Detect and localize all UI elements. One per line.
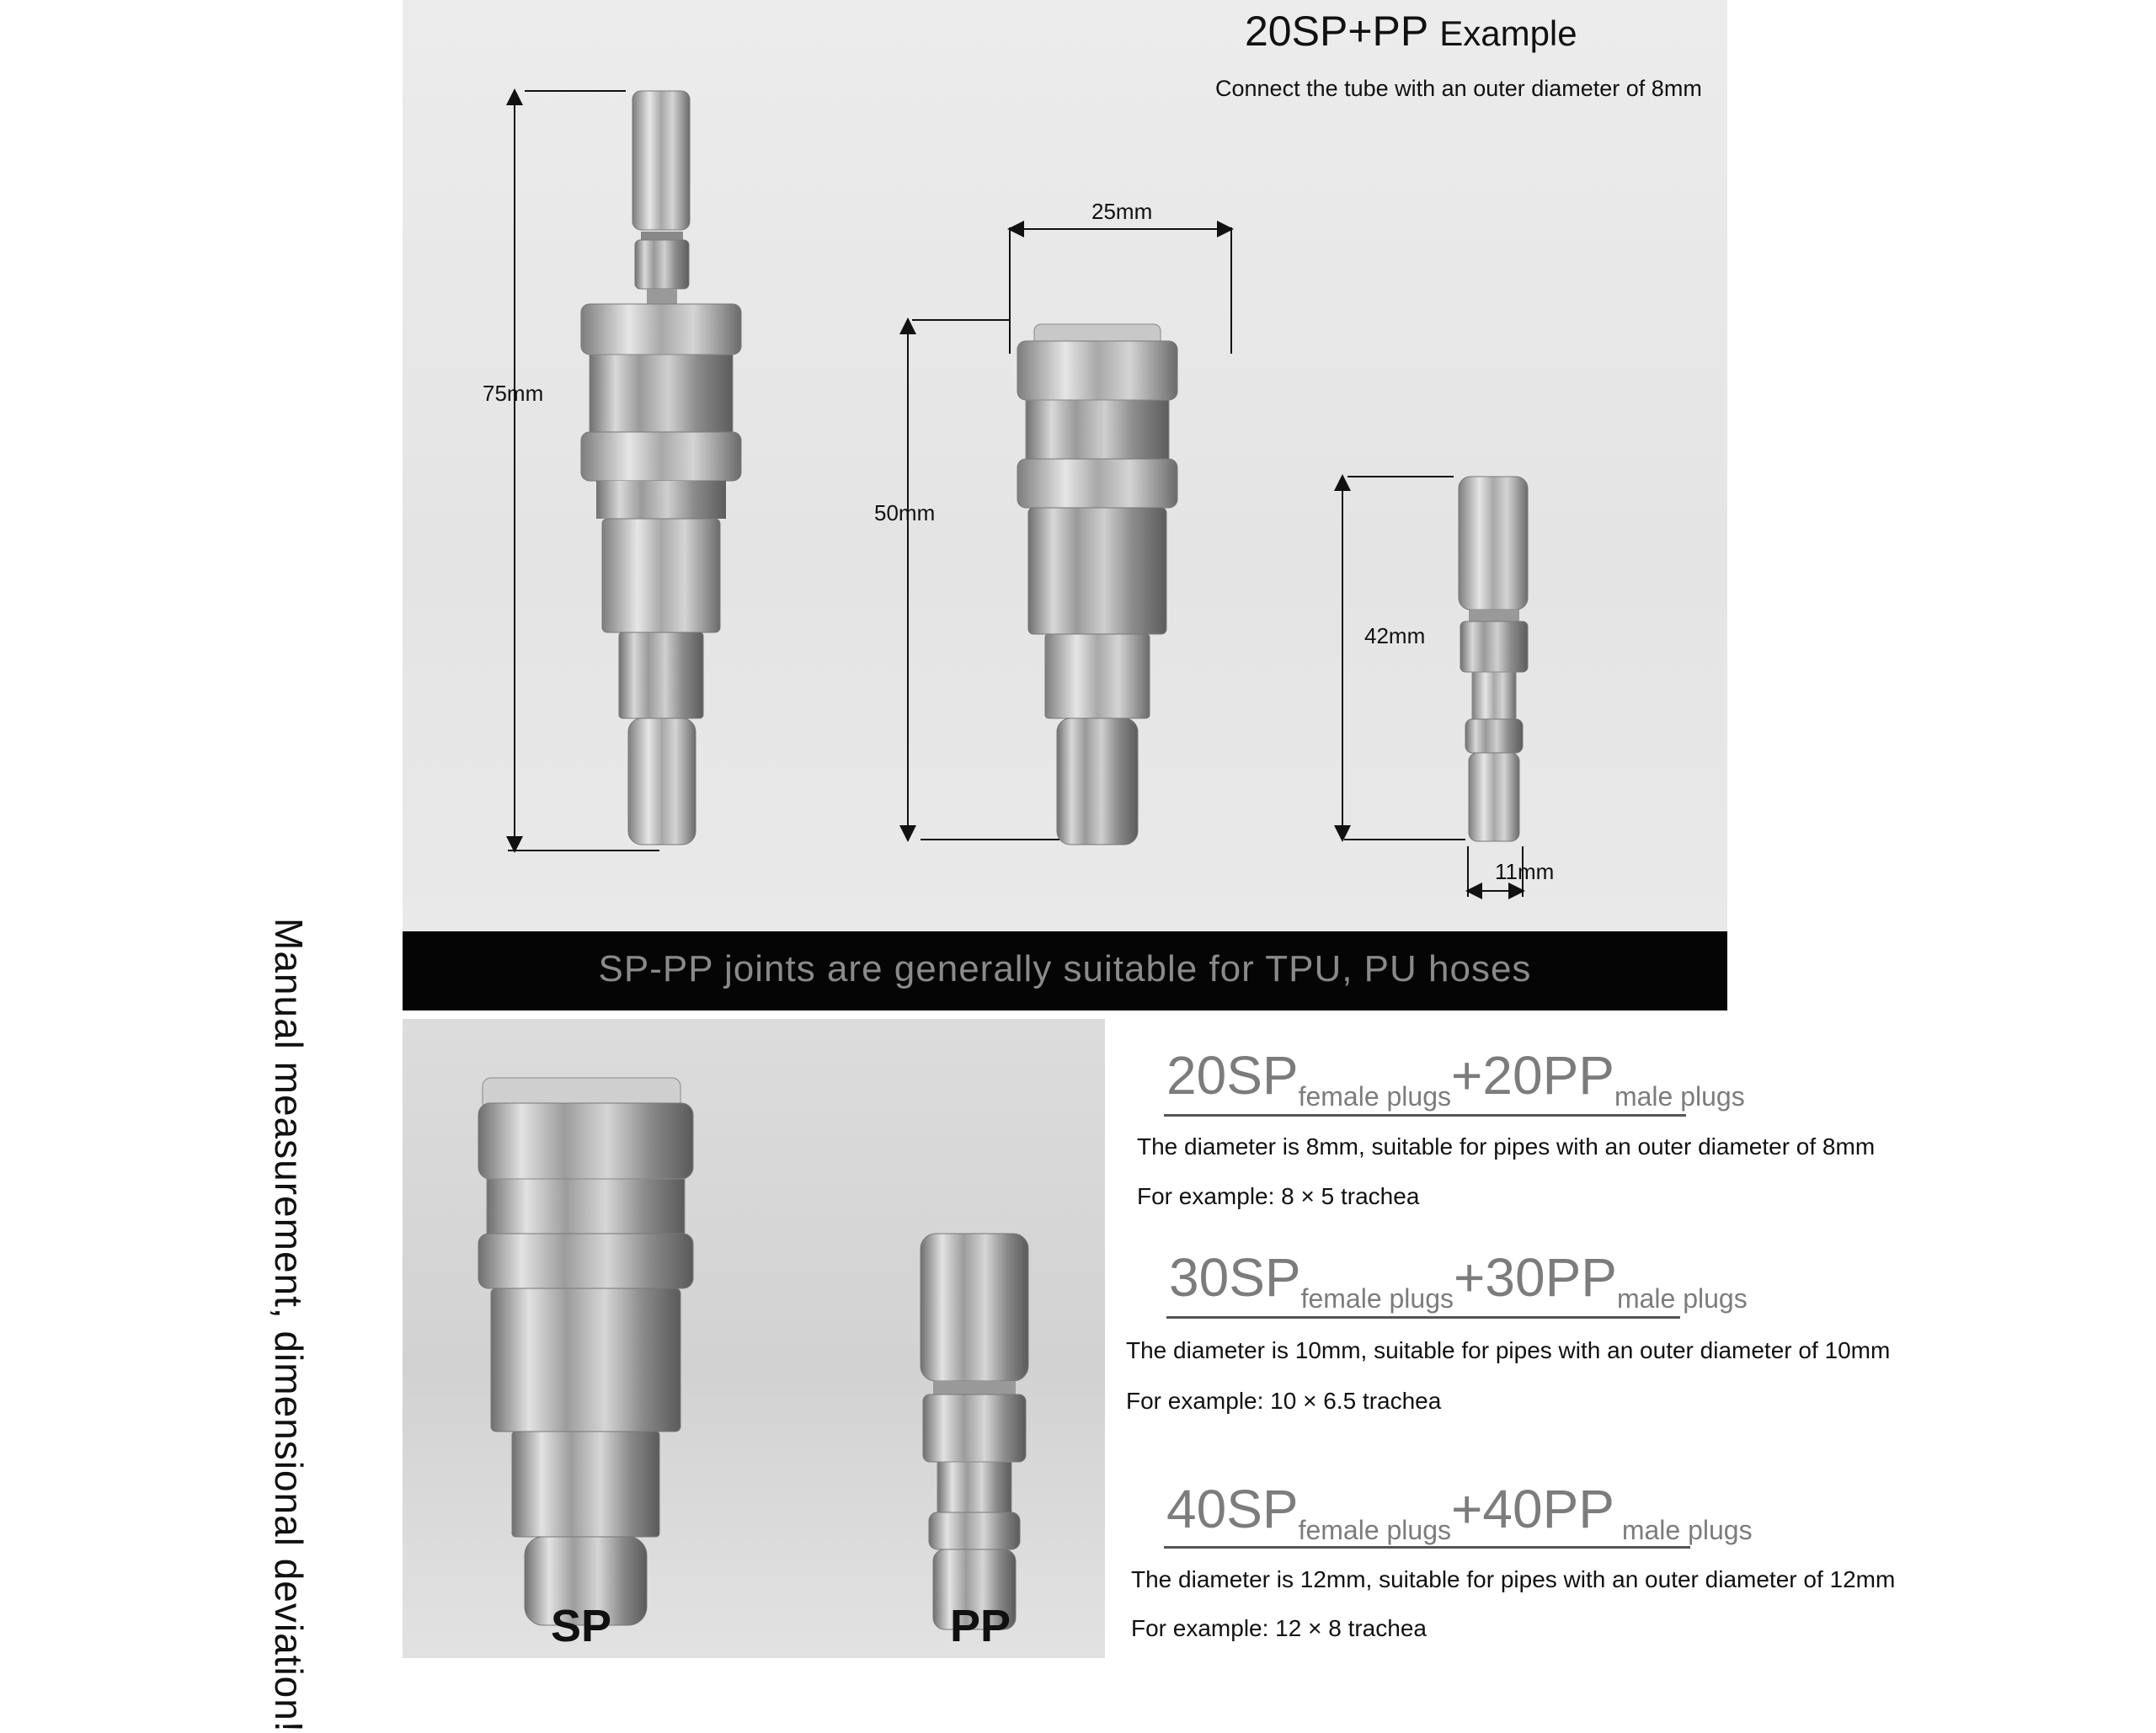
top-fittings-illustration [403, 0, 1727, 931]
spec-40-heading [1166, 1478, 1753, 1545]
spec-20-sp-sub: female plugs [1298, 1081, 1451, 1112]
label-sp: SP [551, 1601, 612, 1651]
bottom-pp-plug [921, 1234, 1028, 1629]
banner [403, 931, 1727, 1010]
sp-socket [1017, 324, 1177, 845]
dimension-42mm: 42mm [1364, 623, 1426, 648]
spec-30-sp-model: 30SP [1169, 1247, 1301, 1308]
spec-30-pp-model: +30PP [1454, 1247, 1617, 1308]
spec-40-sp-sub: female plugs [1298, 1515, 1451, 1545]
banner-text: SP-PP joints are generally suitable for TPU, PU hoses [598, 948, 1532, 989]
assembled-fitting [581, 91, 741, 845]
spec-20-line2: For example: 8 × 5 trachea [1137, 1183, 1420, 1209]
spec-30-pp-sub: male plugs [1616, 1283, 1748, 1314]
dimension-11mm: 11mm [1495, 859, 1555, 884]
spec-20-rule [1164, 1114, 1686, 1117]
spec-40-pp-model: +40PP [1451, 1479, 1614, 1539]
dimension-75mm: 75mm [483, 381, 544, 406]
spec-40-sp-model: 40SP [1166, 1479, 1299, 1539]
spec-40-rule [1164, 1546, 1690, 1549]
top-subtitle: Connect the tube with an outer diameter of 8mm [1215, 76, 1702, 101]
spec-30-heading [1169, 1246, 1748, 1314]
spec-40-pp-sub: male plugs [1614, 1515, 1753, 1545]
top-title [1245, 7, 1577, 56]
spec-40-line1: The diameter is 12mm, suitable for pipes with an outer diameter of 12mm [1131, 1566, 1896, 1592]
spec-20-pp-sub: male plugs [1614, 1081, 1745, 1112]
bottom-sp-socket [478, 1078, 693, 1625]
label-pp: PP [950, 1601, 1011, 1651]
spec-40-line2: For example: 12 × 8 trachea [1131, 1615, 1427, 1641]
pp-plug [1459, 477, 1528, 841]
bottom-photo-panel [403, 1019, 1105, 1658]
spec-30-line1: The diameter is 10mm, suitable for pipes with an outer diameter of 10mm [1126, 1337, 1891, 1363]
spec-20-heading [1166, 1044, 1745, 1112]
dimension-25mm: 25mm [1091, 199, 1153, 224]
spec-30-sp-sub: female plugs [1300, 1283, 1454, 1314]
side-note: Manual measurement, dimensional deviation! [267, 918, 311, 1733]
spec-20-pp-model: +20PP [1451, 1045, 1614, 1106]
spec-20-sp-model: 20SP [1166, 1045, 1299, 1106]
spec-30-rule [1166, 1316, 1680, 1319]
spec-30-line2: For example: 10 × 6.5 trachea [1126, 1388, 1442, 1414]
top-title-main: 20SP+PP [1245, 8, 1428, 55]
top-title-small: Example [1439, 13, 1577, 53]
dimension-50mm: 50mm [874, 500, 936, 525]
bottom-fittings-illustration [403, 1019, 1105, 1658]
top-photo-panel [403, 0, 1727, 931]
spec-20-line1: The diameter is 8mm, suitable for pipes with an outer diameter of 8mm [1137, 1133, 1876, 1160]
